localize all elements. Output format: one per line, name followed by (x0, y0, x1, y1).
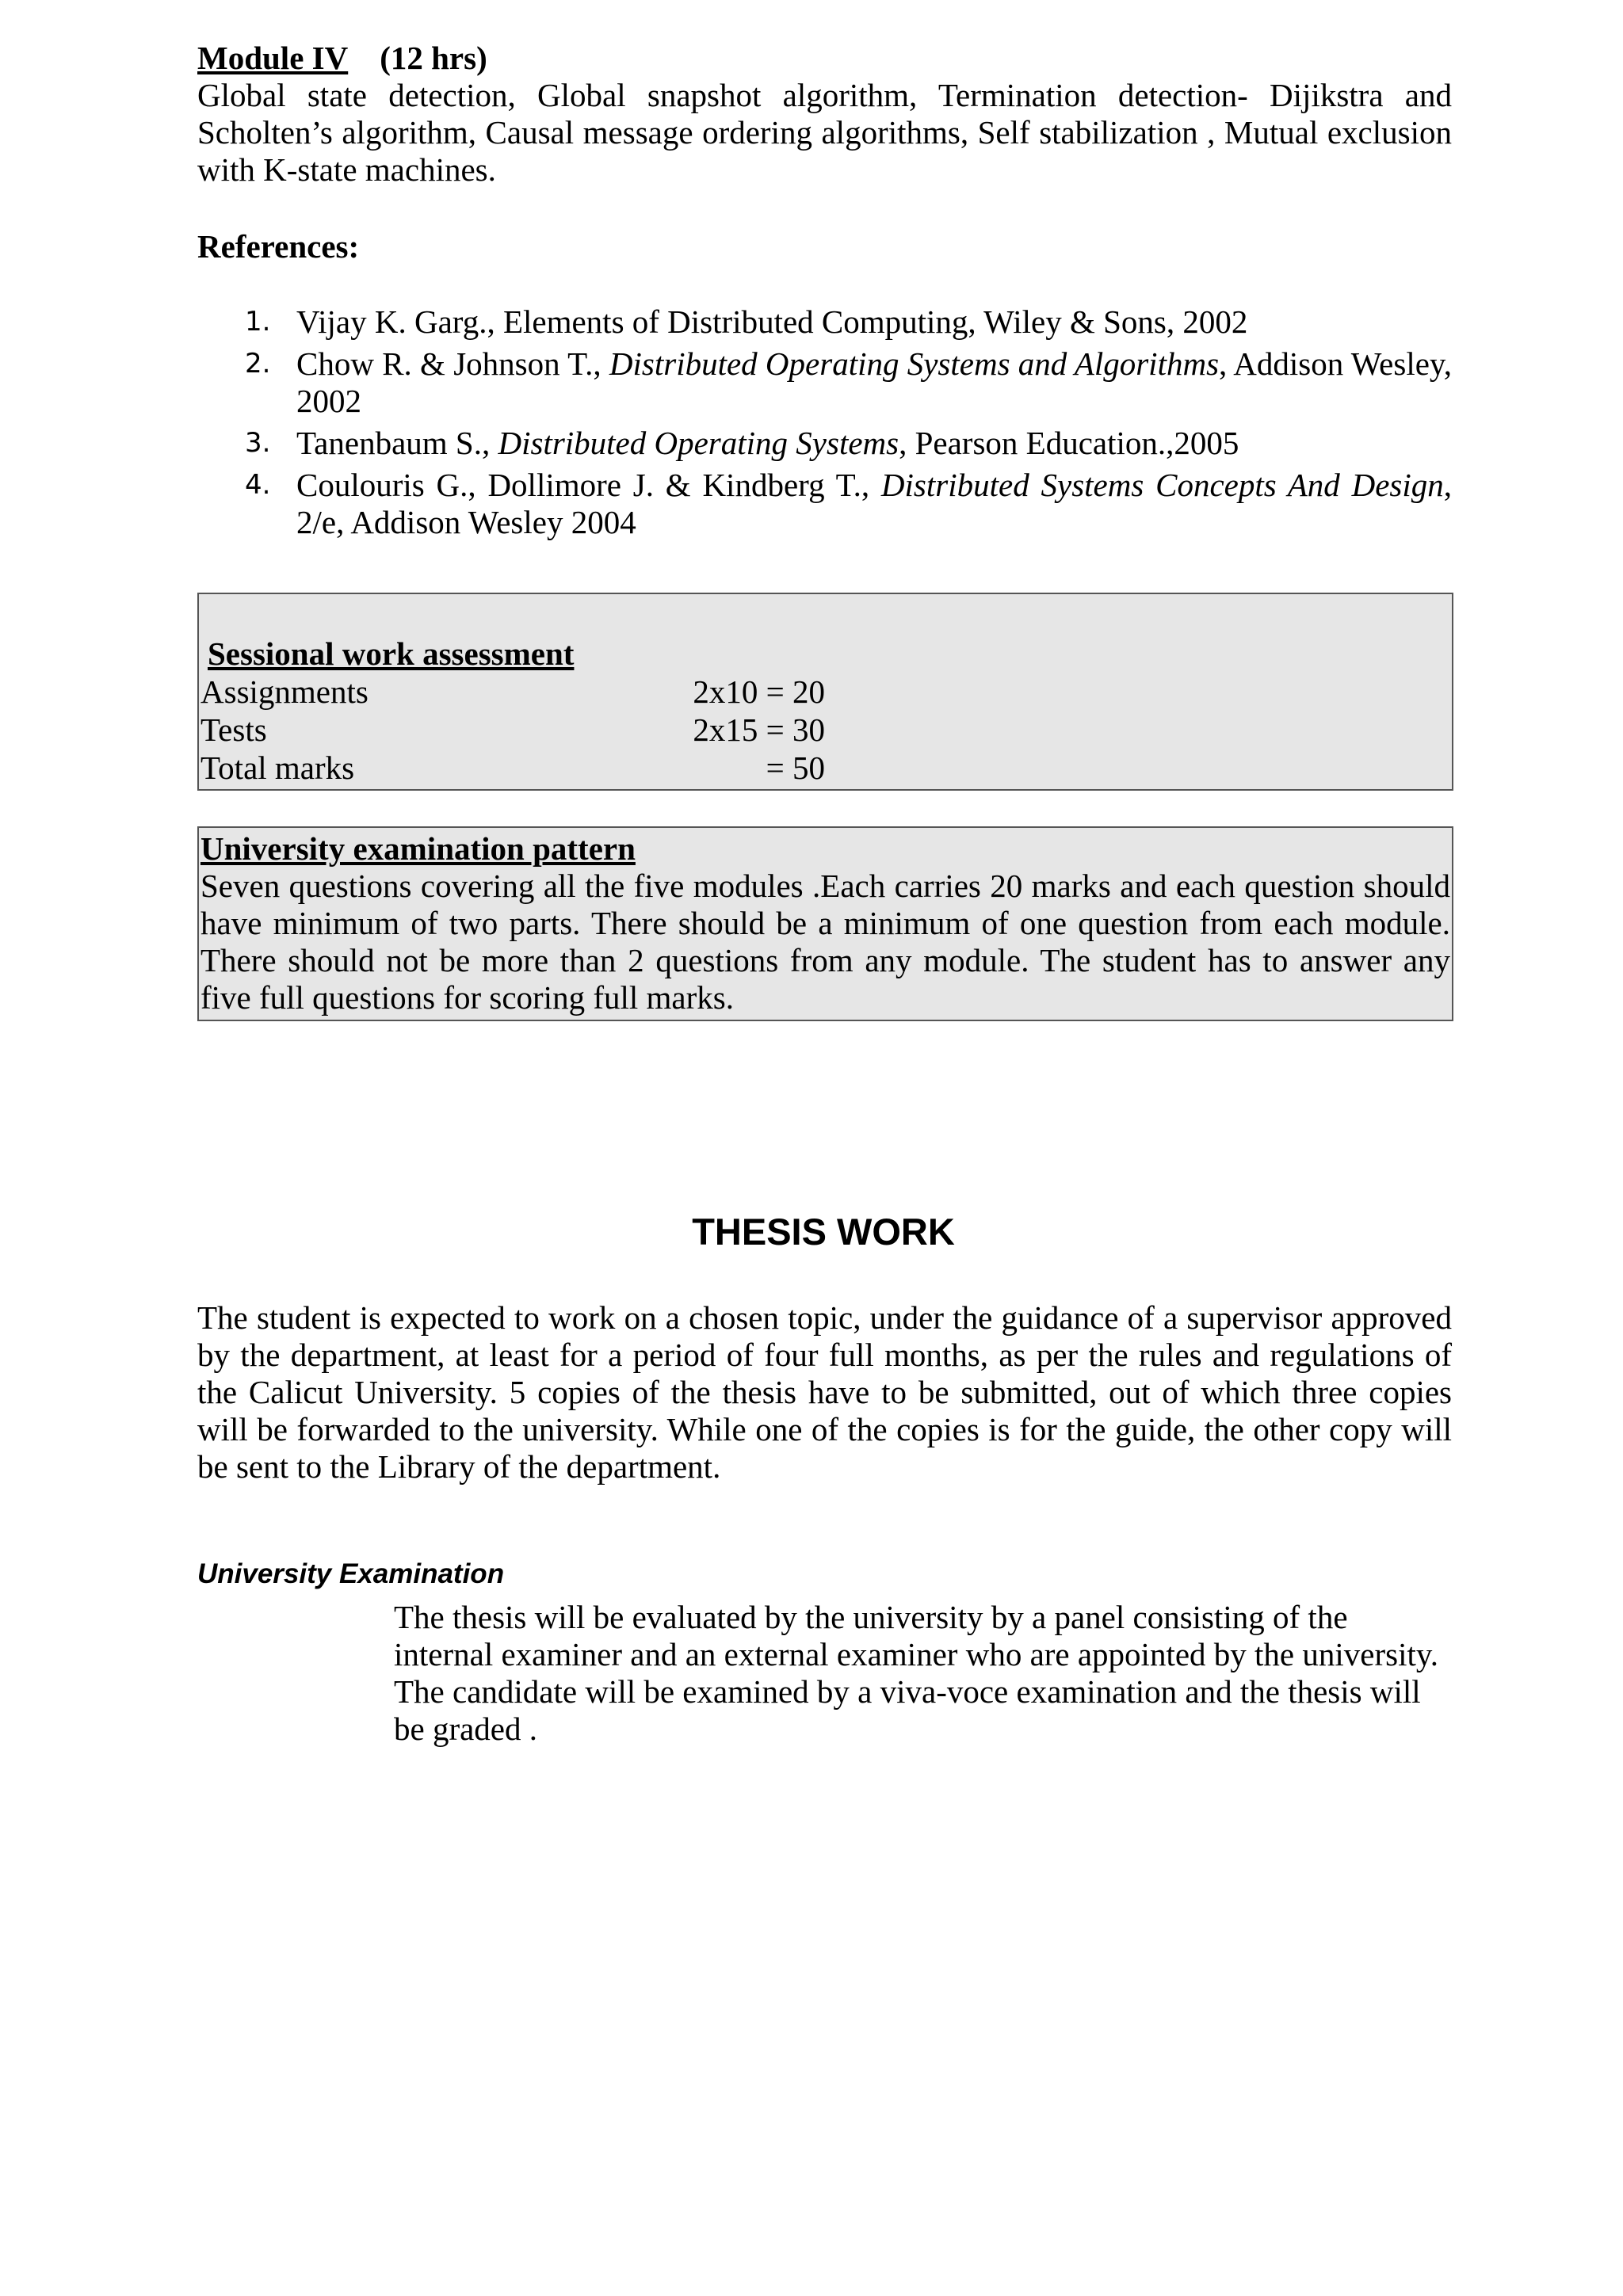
sessional-value: = 50 (766, 749, 825, 786)
module-section (197, 40, 1452, 189)
university-exam-line: internal examiner and an external examiner who are appointed by the university. (394, 1636, 1438, 1672)
references-list (197, 303, 1452, 541)
reference-book-title: Distributed Systems Concepts And Design (880, 467, 1444, 503)
university-exam-line: be graded . (394, 1711, 537, 1747)
module-body: Global state detection, Global snapshot algorithm, Termination detection- Dijikstra and Scholten’s algorithm, Causal message ordering algorithms, Self stabilization , Mutual exclusion with K-state machines. (197, 77, 1452, 188)
reference-text: Chow R. & Johnson T., (296, 345, 609, 382)
sessional-value: 2x10 = 20 (693, 673, 825, 710)
university-exam-title: University Examination (197, 1558, 505, 1589)
module-heading (197, 40, 1452, 77)
reference-book-title: Distributed Operating Systems and Algorithms (609, 345, 1220, 382)
exam-pattern-box (197, 826, 1453, 1021)
university-exam-line: The thesis will be evaluated by the university by a panel consisting of the (394, 1599, 1348, 1635)
reference-number: 3. (245, 427, 271, 459)
reference-number: 2. (245, 348, 271, 379)
sessional-row (200, 749, 825, 787)
university-exam-line: The candidate will be examined by a viva-voce examination and the thesis will (394, 1673, 1421, 1710)
exam-pattern-title: University examination pattern (200, 830, 636, 867)
sessional-title: Sessional work assessment (208, 635, 575, 672)
reference-book-title: Distributed Operating Systems (498, 425, 899, 461)
sessional-assessment-box (197, 593, 1453, 791)
reference-number: 1. (245, 306, 271, 338)
thesis-title: THESIS WORK (692, 1211, 955, 1253)
reference-item (197, 303, 1452, 341)
sessional-row (200, 711, 825, 749)
sessional-label: Tests (200, 711, 267, 748)
reference-publisher: , 2/e, Addison Wesley 2004 (296, 467, 1452, 540)
reference-item (197, 467, 1452, 541)
reference-text: Tanenbaum S., (296, 425, 498, 461)
thesis-body: The student is expected to work on a chosen topic, under the guidance of a supervisor approved by the department, at least for a period of four full months, as per the rules and regulations of the Calicut University. 5 copies of the thesis have to be submitted, out of which three copies will be forwarded to the university. While one of the copies is for the guide, the other copy will be sent to the Library of the department. (197, 1299, 1452, 1485)
reference-item (197, 425, 1452, 462)
sessional-value: 2x15 = 30 (693, 711, 825, 748)
reference-text: Coulouris G., Dollimore J. & Kindberg T., (296, 467, 881, 503)
sessional-label: Total marks (200, 749, 355, 786)
reference-number: 4. (245, 469, 271, 501)
reference-publisher: , Pearson Education.,2005 (899, 425, 1239, 461)
reference-text: Vijay K. Garg., Elements of Distributed Computing, Wiley & Sons, 2002 (296, 303, 1248, 340)
sessional-label: Assignments (200, 673, 369, 710)
university-exam-body (394, 1599, 1456, 1748)
references-title: References: (197, 228, 360, 265)
module-title: Module IV (197, 40, 349, 76)
module-hours: (12 hrs) (380, 40, 487, 76)
exam-pattern-body: Seven questions covering all the five modules .Each carries 20 marks and each question should have minimum of two parts. There should be a minimum of one question from each module. There should not be more than 2 questions from any module. The student has to answer any five full questions for scoring full marks. (200, 868, 1450, 1016)
reference-publisher: , Addison Wesley, 2002 (296, 345, 1452, 419)
sessional-row (200, 673, 825, 711)
reference-item (197, 345, 1452, 420)
